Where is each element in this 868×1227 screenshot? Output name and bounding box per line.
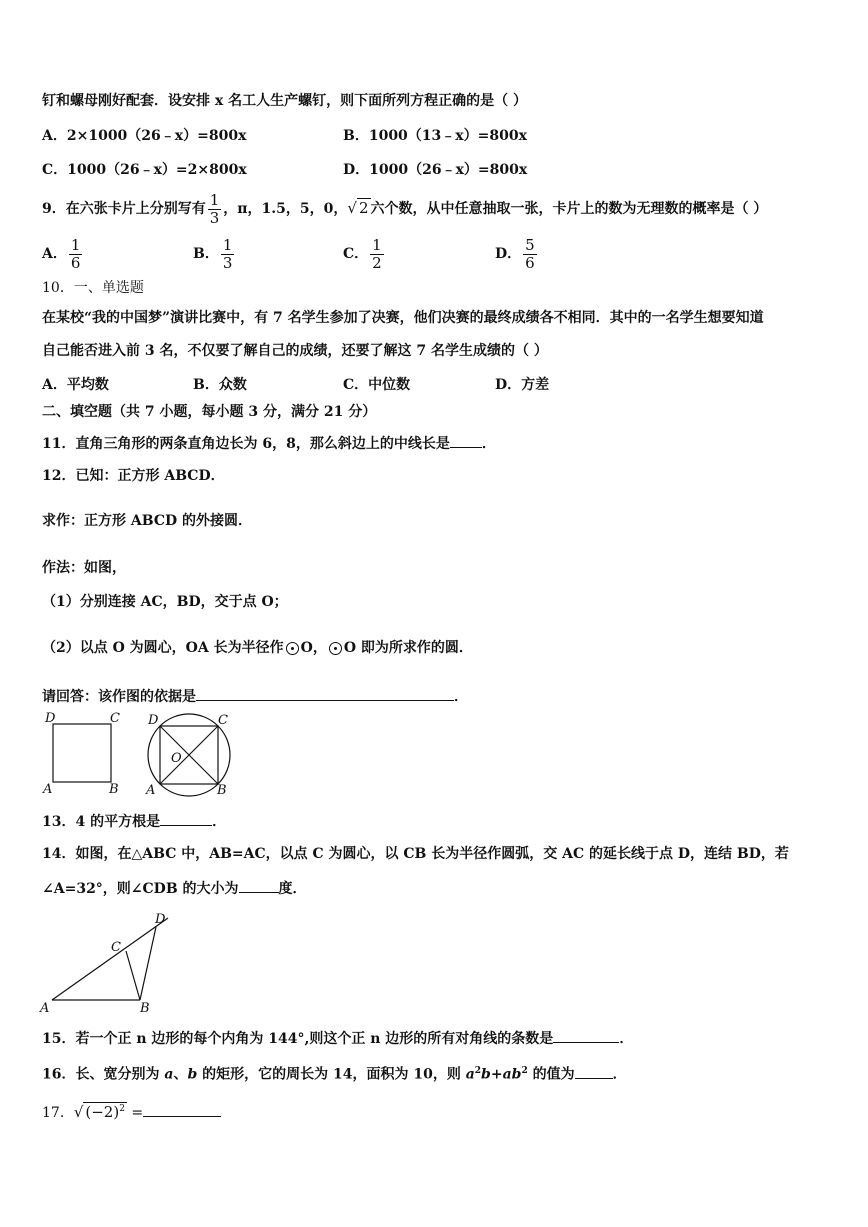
circle-dot-symbol (329, 642, 342, 655)
segment-cb (126, 951, 140, 1000)
q17-eq: = (126, 1105, 144, 1121)
q15-end: ． (619, 1031, 634, 1047)
q12-step2 (42, 639, 473, 657)
q17 (42, 1100, 221, 1122)
answer-blank[interactable] (196, 686, 454, 701)
q13 (42, 811, 226, 831)
q17-sqrt: √ $(-2)^2$ (73, 1103, 125, 1121)
q9-sqrt: √ 2 (347, 199, 369, 217)
q17-sup: 2 (119, 1104, 125, 1114)
label-b: B (217, 783, 227, 798)
q16-end: ． (612, 1066, 627, 1083)
q9-option-a (42, 234, 84, 274)
q9-opt-num: 1 (222, 235, 233, 254)
q16-expr-a: a (465, 1066, 475, 1083)
q10-option-d: D．方差 (495, 377, 550, 393)
q16 (42, 1062, 627, 1084)
q8-option-c: C．1000（26﹣x）=2×800x (42, 162, 247, 178)
q12-step2-c: O 即为所求作的圆． (343, 640, 473, 656)
label-o: O (171, 751, 182, 766)
label-d: D (155, 912, 166, 927)
q9-opt-num: 5 (525, 235, 535, 254)
q9-opt-den: 3 (222, 253, 233, 272)
q8-option-b: B．1000（13﹣x）=800x (343, 128, 527, 144)
q9-frac-den: 3 (209, 208, 220, 227)
answer-blank[interactable] (450, 433, 482, 448)
q9-option-fraction (221, 237, 235, 272)
label-b: B (109, 782, 119, 797)
q9-opt-den: 2 (372, 253, 382, 272)
label-a: A (40, 1001, 50, 1016)
q9-stem-part1: 9．在六张卡片上分别写有 (42, 201, 206, 217)
q13-text: 13．4 的平方根是 (42, 814, 161, 830)
q12-method: 作法：如图， (42, 560, 126, 576)
label-d: D (148, 713, 159, 728)
q10-option-a: A．平均数 (42, 377, 109, 393)
q16-sup1: 2 (474, 1066, 482, 1076)
q14-line1: 14．如图，在△ABC 中，AB=AC，以点 C 为圆心，以 CB 长为半径作圆弧，交 AC 的延长线于点 D，连结 BD，若 (42, 846, 789, 862)
q9-opt-den: 6 (70, 253, 81, 272)
section-heading: 二、填空题（共 7 小题，每小题 3 分，满分 21 分） (42, 404, 377, 420)
q9-opt-num: 1 (372, 235, 382, 254)
answer-blank[interactable] (575, 1064, 613, 1079)
q14-line2-b: 度． (278, 881, 307, 897)
q9-opt-den: 6 (525, 253, 535, 272)
q9-option-label: D． (495, 246, 522, 262)
q16-sup2: 2 (521, 1066, 528, 1076)
line-ad (52, 918, 168, 1000)
q8-option-a: A．2×1000（26﹣x）=800x (42, 128, 247, 144)
answer-blank[interactable] (553, 1028, 619, 1043)
q8-stem: 钉和螺母刚好配套．设安排 x 名工人生产螺钉，则下面所列方程正确的是（ ） (42, 93, 527, 109)
label-d: D (45, 711, 56, 726)
q12-step2-a: （2）以点 O 为圆心，OA 长为半径作 (42, 640, 284, 656)
q9-option-fraction (370, 237, 384, 272)
q9-stem-part2: ，π，1.5，5，0， (223, 201, 348, 217)
q15 (42, 1028, 633, 1048)
q10-line2: 自己能否进入前 3 名，不仅要了解自己的成绩，还要了解这 7 名学生成绩的（ ） (42, 343, 548, 359)
q15-text: 15．若一个正 n 边形的每个内角为 144°,则这个正 n 边形的所有对角线的条数是 (42, 1031, 554, 1047)
q12-answer (42, 686, 468, 706)
square-abcd (53, 724, 111, 782)
q9-fraction (208, 192, 222, 227)
q12-figure (40, 707, 250, 801)
q9-opt-num: 1 (70, 235, 81, 254)
q9-option-d (495, 234, 539, 274)
q12-given: 12．已知：正方形 ABCD． (42, 468, 225, 484)
answer-blank[interactable] (239, 878, 279, 893)
q12-ask: 求作：正方形 ABCD 的外接圆． (42, 513, 252, 529)
answer-blank[interactable] (160, 811, 212, 826)
q16-var-b: b (187, 1066, 198, 1083)
q13-end: ． (212, 814, 227, 830)
label-c: C (110, 711, 120, 726)
q9-option-label: B． (193, 246, 219, 262)
label-c: C (111, 940, 121, 955)
q14-figure (38, 905, 178, 1017)
q16-text-a: 16．长、宽分别为 (42, 1066, 165, 1083)
q11 (42, 433, 496, 453)
label-a: A (146, 783, 156, 798)
q8-option-d: D．1000（26﹣x）=800x (343, 162, 528, 178)
q10-option-b: B．众数 (193, 377, 247, 393)
q9-option-label: C． (343, 246, 369, 262)
answer-blank[interactable] (143, 1102, 221, 1117)
q16-expr-b: b+ab (481, 1066, 522, 1083)
q12-answer-end: ． (454, 689, 468, 705)
label-a: A (43, 782, 53, 797)
q14-line2-a: ∠A=32°，则∠CDB 的大小为 (42, 881, 239, 897)
q10-header: 10．一、单选题 (42, 280, 144, 296)
q16-text-b: 的矩形，它的周长为 14，面积为 10，则 (197, 1066, 466, 1083)
q9-stem-part3: 六个数，从中任意抽取一张，卡片上的数为无理数的概率是（ ） (370, 201, 768, 217)
q12-step2-b: O， (300, 640, 327, 656)
q9-option-fraction (69, 237, 83, 272)
q12-answer-text: 请回答：该作图的依据是 (42, 689, 196, 705)
q16-text-c: 的值为 (527, 1066, 575, 1083)
q9-sqrt-radicand: 2 (358, 199, 369, 217)
q9-option-c (343, 234, 386, 274)
q11-end: ． (481, 436, 496, 452)
q17-radicand (83, 1102, 127, 1121)
q14-line2 (42, 878, 307, 898)
q11-text: 11．直角三角形的两条直角边长为 6，8，那么斜边上的中线长是 (42, 436, 450, 452)
q10-option-c: C．中位数 (343, 377, 411, 393)
q9-option-fraction (523, 237, 537, 272)
segment-db (140, 927, 156, 1000)
label-b: B (140, 1001, 150, 1016)
circle-dot-symbol (286, 642, 299, 655)
q16-sep: 、 (173, 1066, 188, 1083)
q12-step1: （1）分别连接 AC，BD，交于点 O； (42, 594, 288, 610)
q17-radicand-text: (−2) (85, 1103, 120, 1121)
label-c: C (218, 713, 228, 728)
q9-frac-num: 1 (209, 190, 220, 209)
q16-var-a: a (164, 1066, 174, 1083)
q9-stem (42, 188, 767, 229)
q9-option-label: A． (42, 246, 67, 262)
q17-num: 17． (42, 1105, 74, 1121)
q9-option-b (193, 234, 236, 274)
q10-line1: 在某校“我的中国梦”演讲比赛中，有 7 名学生参加了决赛，他们决赛的最终成绩各不相同．其中的一名学生想要知道 (42, 310, 764, 326)
